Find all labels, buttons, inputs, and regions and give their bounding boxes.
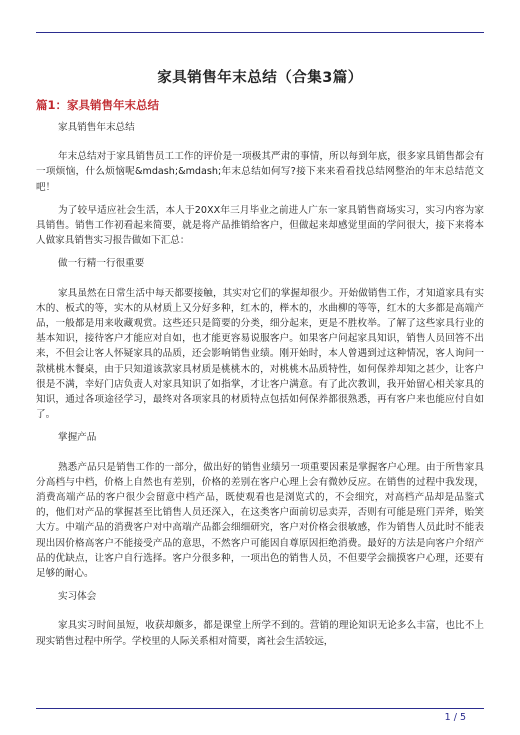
paragraph: 家具实习时间虽短，收获却颇多，都是课堂上所学不到的。营销的理论知识无论多么丰富，也比不上现实销售过程中所学。学校里的人际关系相对简要，离社会生活较远， [36,620,484,647]
document-title: 家具销售年末总结（合集3篇） [157,70,363,86]
subheading: 做一行精一行很重要 [58,258,145,270]
subheading: 实习体会 [58,591,97,603]
paragraph: 年末总结对于家具销售员工工作的评价是一项极其严肃的事情，所以每到年底，很多家具销售都会有一项烦恼，什么烦恼呢&mdash;&mdash;年末总结如何写?接下来来看看找总结网整治的年末总结范文吧！ [36,151,484,193]
paragraph: 为了较早适应社会生活，本人于20XX年三月毕业之前进人广东一家具销售商场实习，实习内容为家具销售。销售工作初看起来简要，就是将产品推销给客户，但做起来却感觉里面的学问很大，接下来将本人做家具销售实习报告做如下汇总： [36,204,484,247]
section-heading: 篇1：家具销售年末总结 [36,98,160,112]
page-indicator: 1 / 5 [444,712,466,723]
document-body [36,120,484,657]
subheading: 家具销售年末总结 [58,122,135,133]
paragraph: 熟悉产品只是销售工作的一部分，做出好的销售业绩另一项重要因素是掌握客户心理。由于所售家具分高档与中档，价格上自然也有差别，价格的差别在客户心理上会有微妙反应。在销售的过程中我发现，消费高端产品的客户很少会留意中档产品，既使观看也是浏览式的，不会细究，对高档产品却是品鉴式的，他们对产品的掌握甚至比销售人员还深入，在这类客户面前切忌卖弄，否则有可能是班门弄斧，贻笑大方。中端产品的消费客户对中高端产品都会细细研究，客户对价格会很敏感，作为销售人员此时不能表现出因价格高客户不能接受产品的意思，不然客户可能因自尊原因拒绝消费。最好的方法是向客户介绍产品的优缺点，让客户自行选择。客户分很多种，一项出色的销售人员，不但要学会揣摸客户心理，还要有足够的耐心。 [36,461,484,580]
header-rule [36,32,484,33]
paragraph: 家具虽然在日常生活中每天都要接触，其实对它们的掌握却很少。开始做销售工作，才知道家具有实木的、板式的等，实木的从材质上又分好多种，红木的，榉木的，水曲柳的等等，红木的大多都是高端产品，一般都是用来收藏观赏。这些还只是简要的分类，细分起来，更是不胜枚举。了解了这些家具行业的基本知识，接待客户才能应对自如，也才能更容易说服客户。如果客户问起家具知识，销售人员回答不出来，不但会让客人怀疑家具的品质，还会影响销售业绩。刚开始时，本人曾遇到过这种情况，客人询问一款桃桃木餐桌，由于只知道该款家具材质是桃桃木的，对桃桃木品质特性，如何保养却知之甚少，让客户很是不满，幸好门店负责人对家具知识了如指掌，才让客户满意。有了此次教训，我开始留心相关家具的知识，通过各项途径学习，最终对各项家具的材质特点包括如何保养都很熟悉，再有客户来也能应付自如了。 [36,287,484,421]
subheading: 掌握产品 [58,432,97,444]
footer-rule [36,708,484,709]
